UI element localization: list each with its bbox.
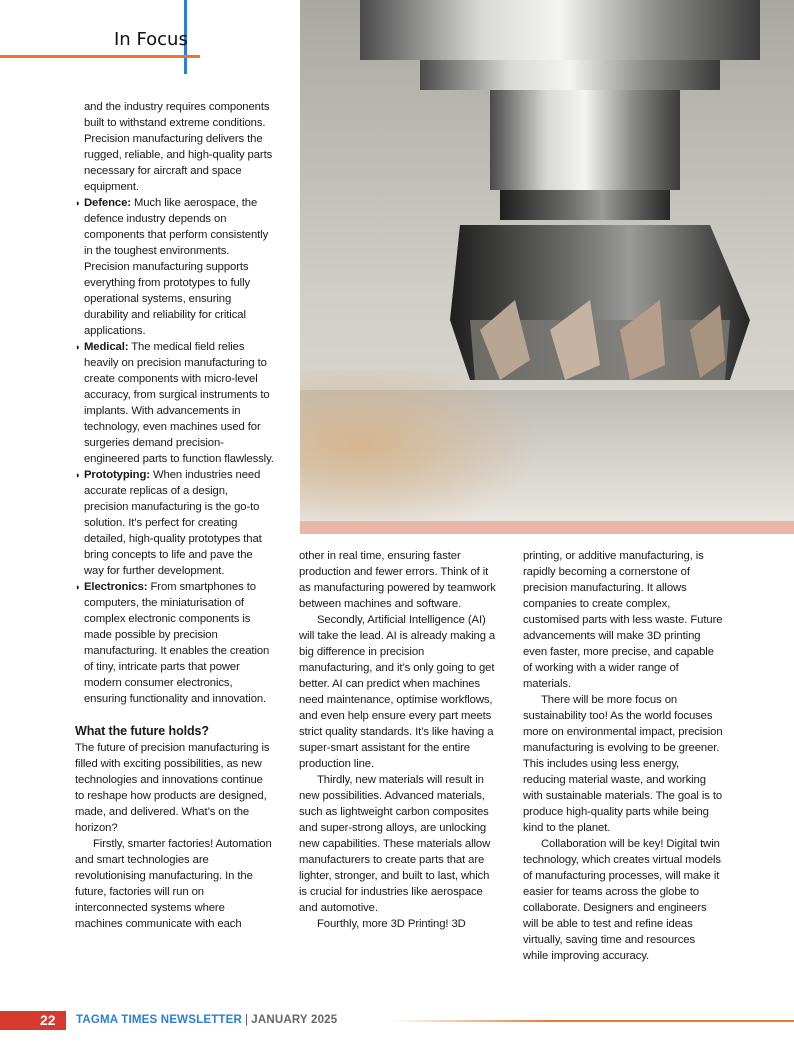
footer-rule [388, 1020, 794, 1022]
photo-bottom-band [300, 521, 794, 534]
page-number: 22 [40, 1012, 56, 1028]
article-column-3 [523, 548, 723, 964]
section-title: In Focus [114, 29, 188, 50]
footer-separator: | [245, 1014, 249, 1026]
page-number-bar [0, 1011, 66, 1030]
milling-cutter-photo [300, 0, 794, 521]
bullet-text: From smartphones to computers, the miniaturisation of complex electronic components is made possible by precision manufacturing. It enables the creation of tiny, intricate parts that power modern consumer electronics, ensuring functionality and innovation. [84, 581, 270, 705]
article-column-1 [75, 99, 275, 932]
paragraph: The future of precision manufacturing is filled with exciting possibilities, as new technologies and innovations continue to reshape how products are designed, made, and delivered. What’s on the horizon? [75, 742, 270, 834]
bullet-medical [75, 339, 275, 467]
bullet-text: When industries need accurate replicas of a design, precision manufacturing is the go-to solution. It’s perfect for creating detailed, high-quality prototypes that bring concepts to life and pave the way for further development. [84, 469, 262, 577]
paragraph: printing, or additive manufacturing, is rapidly becoming a cornerstone of precision manufacturing. It allows companies to create complex, customised parts with less waste. Future advancements will make 3D printing even faster, more precise, and capable of working with a wider range of materials. [523, 550, 723, 690]
footer-publication [76, 1014, 337, 1026]
bullet-term: Prototyping: [84, 469, 150, 481]
header-underline [0, 55, 200, 58]
bullet-text: The medical field relies heavily on precision manufacturing to create components with micro-level accuracy, from surgical instruments to implants. With advancements in technology, even machines used for surgeries demand precision-engineered parts to function flawlessly. [84, 341, 274, 465]
paragraph: Secondly, Artificial Intelligence (AI) will take the lead. AI is already making a big difference in precision manufacturing, and it’s only going to get better. AI can predict when machines need maintenance, optimise workflows, and even help ensure every part meets strict quality standards. It’s like having a super-smart assistant for the entire production line. [299, 614, 496, 770]
bullet-term: Defence: [84, 197, 131, 209]
bullet-text: Much like aerospace, the defence industry depends on components that perform consistently in the toughest environments. Precision manufacturing supports everything from prototypes to fully operational systems, ensuring durability and reliability for critical applications. [84, 197, 269, 337]
paragraph: Fourthly, more 3D Printing! 3D [317, 918, 466, 930]
publication-name: TAGMA TIMES NEWSLETTER [76, 1014, 243, 1026]
bullet-prototyping [75, 467, 275, 579]
bullet-term: Medical: [84, 341, 129, 353]
aerospace-continuation: and the industry requires components built to withstand extreme conditions. Precision manufacturing delivers the rugged, reliable, and high-quality parts necessary for aircraft and space equipment. [84, 101, 273, 193]
issue-date: JANUARY 2025 [251, 1014, 338, 1026]
bullet-electronics [75, 579, 275, 707]
bullet-defence [75, 195, 275, 339]
paragraph: There will be more focus on sustainability too! As the world focuses more on environmental impact, precision manufacturing is evolving to be greener. This includes using less energy, reducing material waste, and working with sustainable materials. The goal is to produce high-quality parts while being kind to the planet. [523, 694, 723, 834]
article-column-2 [299, 548, 499, 932]
paragraph: Thirdly, new materials will result in new possibilities. Advanced materials, such as lightweight carbon composites and super-strong alloys, are unlocking new capabilities. These materials allow manufacturers to create parts that are lighter, stronger, and built to last, which is crucial for industries like aerospace and automotive. [299, 774, 491, 914]
paragraph: Collaboration will be key! Digital twin technology, which creates virtual models of manufacturing processes, will make it easier for teams across the globe to collaborate. Designers and engineers will be able to test and refine ideas virtually, saving time and resources while improving accuracy. [523, 838, 721, 962]
bullet-term: Electronics: [84, 581, 148, 593]
paragraph: other in real time, ensuring faster production and fewer errors. Think of it as manufacturing powered by teamwork between machines and software. [299, 550, 496, 610]
paragraph: Firstly, smarter factories! Automation and smart technologies are revolutionising manufacturing. In the future, factories will run on interconnected systems where machines communicate with each [75, 838, 272, 930]
section-heading: What the future holds? [75, 724, 209, 738]
